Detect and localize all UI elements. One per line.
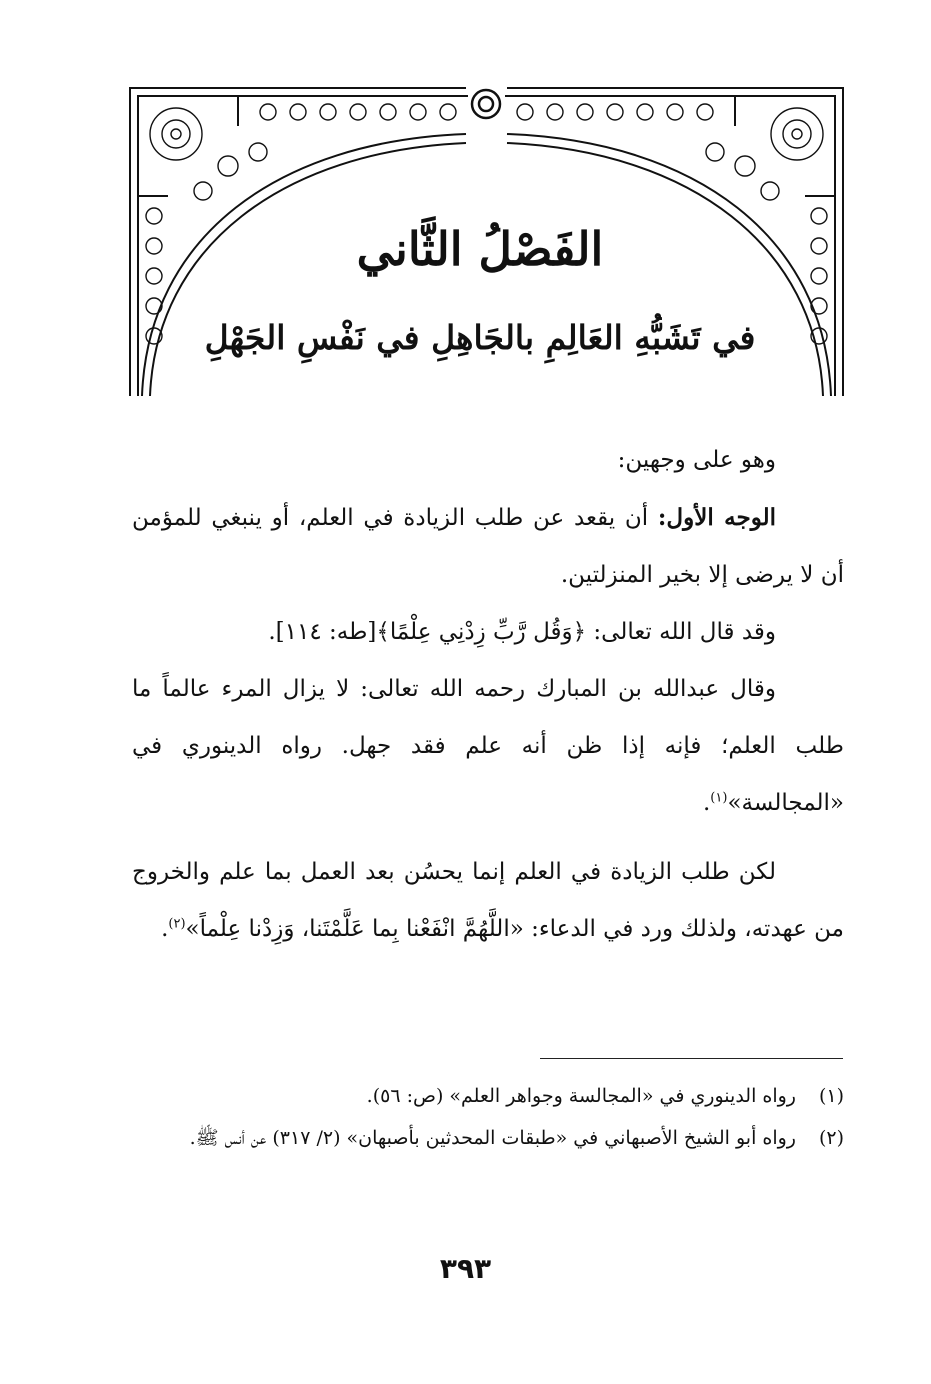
paragraph-end: . bbox=[702, 790, 711, 816]
footnote-text: رواه أبو الشيخ الأصبهاني في «طبقات المحدثين بأصبهان» (٢/ ٣١٧) عن أنس ﷺ. bbox=[189, 1127, 796, 1149]
footnote-number: (٢) bbox=[818, 1127, 844, 1149]
paragraph-dua bbox=[132, 844, 844, 958]
page-number: ٣٩٣ bbox=[439, 1252, 492, 1285]
paragraph-quran-verse: وقد قال الله تعالى: ﴿وَقُل رَّبِّ زِدْنِي عِلْمًا﴾[طه: ١١٤]. bbox=[268, 619, 776, 645]
paragraph-text: لكن طلب الزيادة في العلم إنما يحسُن بعد العمل بما علم والخروج من عهدته، ولذلك ورد في الدعاء: «اللَّهُمَّ انْفَعْنا بِما عَلَّمْتَنا، وَزِدْنا عِلْماً» bbox=[132, 859, 844, 942]
footnote-number: (١) bbox=[818, 1085, 844, 1107]
paragraph-end: . bbox=[161, 916, 169, 942]
footnote-divider bbox=[540, 1058, 843, 1059]
footnotes bbox=[132, 1075, 844, 1159]
footnote-item bbox=[132, 1075, 844, 1117]
chapter-title: الفَصْلُ الثَّاني bbox=[356, 222, 604, 276]
paragraph-lead: الوجه الأول: bbox=[657, 504, 776, 531]
paragraph-ibn-mubarak bbox=[132, 661, 844, 832]
footnote-ref[interactable]: (١) bbox=[710, 790, 728, 806]
chapter-subtitle: في تَشَبُّهِ العَالِمِ بالجَاهِلِ في نَفْسِ الجَهْلِ bbox=[204, 318, 756, 357]
footnote-item bbox=[132, 1117, 844, 1159]
footnote-ref[interactable]: (٢) bbox=[168, 916, 186, 932]
paragraph-intro: وهو على وجهين: bbox=[617, 447, 776, 473]
paragraph-first-aspect bbox=[132, 489, 844, 604]
paragraph-text: أن يقعد عن طلب الزيادة في العلم، أو ينبغي للمؤمن أن لا يرضى إلا بخير المنزلتين. bbox=[132, 505, 844, 588]
paragraph-text: وقال عبدالله بن المبارك رحمه الله تعالى: لا يزال المرء عالماً ما طلب العلم؛ فإنه إذا ظن أنه علم فقد جهل. رواه الدينوري في «المجالسة» bbox=[132, 676, 844, 816]
body-text bbox=[132, 432, 844, 958]
footnote-text: رواه الدينوري في «المجالسة وجواهر العلم» (ص: ٥٦). bbox=[366, 1085, 796, 1107]
